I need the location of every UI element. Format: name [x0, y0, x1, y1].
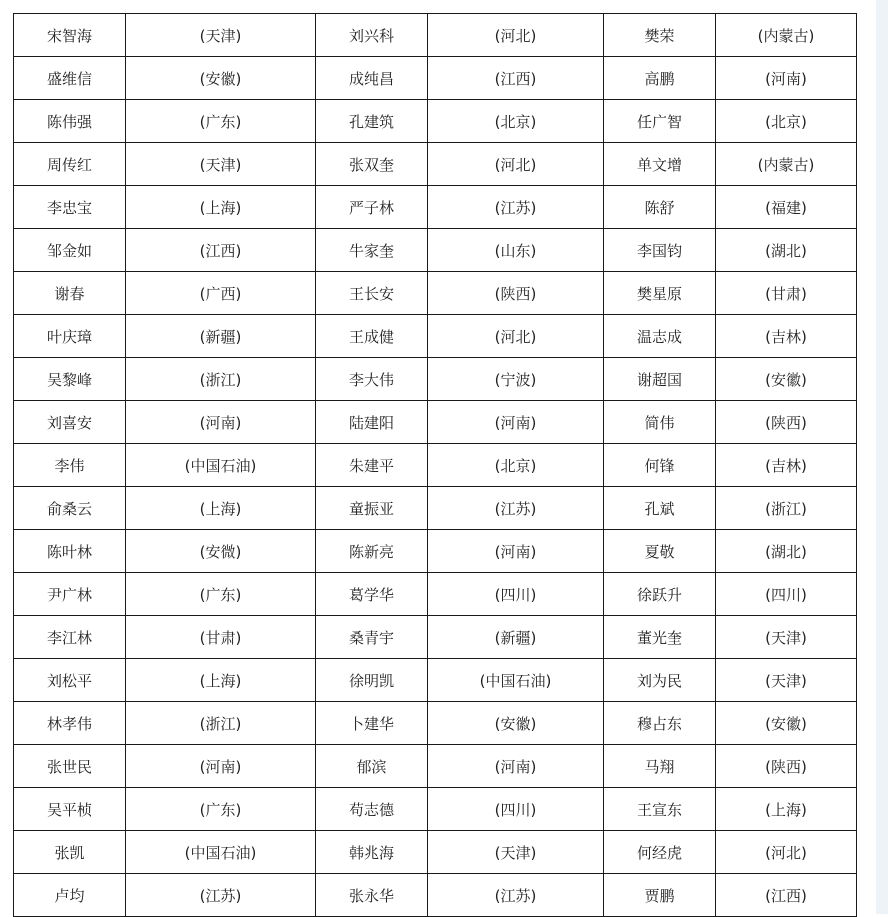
table-row	[14, 874, 857, 917]
region-cell: (上海)	[126, 186, 316, 229]
region-cell: (新疆)	[126, 315, 316, 358]
table-row	[14, 143, 857, 186]
region-cell: (中国石油)	[126, 831, 316, 874]
table-row	[14, 788, 857, 831]
name-cell: 何经虎	[604, 831, 716, 874]
region-cell: (甘肃)	[126, 616, 316, 659]
region-cell: (四川)	[716, 573, 857, 616]
table-row	[14, 57, 857, 100]
name-cell: 韩兆海	[316, 831, 428, 874]
name-cell: 何锋	[604, 444, 716, 487]
region-cell: (浙江)	[126, 358, 316, 401]
name-cell: 葛学华	[316, 573, 428, 616]
table-row	[14, 831, 857, 874]
name-cell: 卜建华	[316, 702, 428, 745]
region-cell: (江西)	[126, 229, 316, 272]
name-cell: 宋智海	[14, 14, 126, 57]
name-cell: 苟志德	[316, 788, 428, 831]
name-cell: 夏敬	[604, 530, 716, 573]
region-cell: (吉林)	[716, 315, 857, 358]
name-cell: 朱建平	[316, 444, 428, 487]
region-cell: (湖北)	[716, 229, 857, 272]
name-cell: 成纯昌	[316, 57, 428, 100]
name-cell: 盛维信	[14, 57, 126, 100]
name-cell: 吴平桢	[14, 788, 126, 831]
region-cell: (浙江)	[716, 487, 857, 530]
region-cell: (安徽)	[428, 702, 604, 745]
name-cell: 陈伟强	[14, 100, 126, 143]
name-cell: 孔建筑	[316, 100, 428, 143]
name-cell: 温志成	[604, 315, 716, 358]
region-cell: (山东)	[428, 229, 604, 272]
name-cell: 刘兴科	[316, 14, 428, 57]
name-cell: 刘松平	[14, 659, 126, 702]
region-cell: (河北)	[428, 315, 604, 358]
name-cell: 贾鹏	[604, 874, 716, 917]
table-row	[14, 745, 857, 788]
region-cell: (广东)	[126, 788, 316, 831]
region-cell: (福建)	[716, 186, 857, 229]
region-cell: (江苏)	[428, 186, 604, 229]
name-cell: 徐明凯	[316, 659, 428, 702]
name-cell: 尹广林	[14, 573, 126, 616]
region-cell: (北京)	[428, 100, 604, 143]
table-row	[14, 659, 857, 702]
roster-body	[14, 14, 857, 917]
region-cell: (安徽)	[126, 57, 316, 100]
name-cell: 樊星原	[604, 272, 716, 315]
name-cell: 张永华	[316, 874, 428, 917]
table-row	[14, 100, 857, 143]
region-cell: (四川)	[428, 788, 604, 831]
name-cell: 简伟	[604, 401, 716, 444]
region-cell: (河南)	[716, 57, 857, 100]
region-cell: (河南)	[126, 745, 316, 788]
region-cell: (河南)	[428, 530, 604, 573]
name-cell: 谢春	[14, 272, 126, 315]
name-cell: 李江林	[14, 616, 126, 659]
table-row	[14, 401, 857, 444]
right-edge-strip	[876, 0, 888, 914]
name-cell: 董光奎	[604, 616, 716, 659]
name-cell: 桑青宇	[316, 616, 428, 659]
region-cell: (北京)	[428, 444, 604, 487]
region-cell: (浙江)	[126, 702, 316, 745]
region-cell: (陕西)	[428, 272, 604, 315]
region-cell: (上海)	[126, 487, 316, 530]
region-cell: (安微)	[126, 530, 316, 573]
name-cell: 任广智	[604, 100, 716, 143]
name-cell: 张双奎	[316, 143, 428, 186]
region-cell: (河北)	[428, 14, 604, 57]
name-cell: 童振亚	[316, 487, 428, 530]
table-row	[14, 616, 857, 659]
name-cell: 俞桑云	[14, 487, 126, 530]
name-cell: 卢均	[14, 874, 126, 917]
name-cell: 张凯	[14, 831, 126, 874]
region-cell: (广西)	[126, 272, 316, 315]
region-cell: (安徽)	[716, 358, 857, 401]
region-cell: (河南)	[428, 401, 604, 444]
region-cell: (上海)	[126, 659, 316, 702]
name-cell: 陈新亮	[316, 530, 428, 573]
region-cell: (广东)	[126, 100, 316, 143]
region-cell: (北京)	[716, 100, 857, 143]
region-cell: (河北)	[716, 831, 857, 874]
region-cell: (河南)	[428, 745, 604, 788]
name-cell: 王长安	[316, 272, 428, 315]
name-cell: 孔斌	[604, 487, 716, 530]
region-cell: (江苏)	[428, 874, 604, 917]
name-cell: 叶庆璋	[14, 315, 126, 358]
region-cell: (天津)	[126, 143, 316, 186]
region-cell: (内蒙古)	[716, 14, 857, 57]
region-cell: (新疆)	[428, 616, 604, 659]
region-cell: (上海)	[716, 788, 857, 831]
name-cell: 王宣东	[604, 788, 716, 831]
name-cell: 陈叶林	[14, 530, 126, 573]
roster-table	[13, 13, 857, 917]
table-row	[14, 444, 857, 487]
name-cell: 郁滨	[316, 745, 428, 788]
region-cell: (吉林)	[716, 444, 857, 487]
name-cell: 牛家奎	[316, 229, 428, 272]
region-cell: (四川)	[428, 573, 604, 616]
region-cell: (陕西)	[716, 745, 857, 788]
region-cell: (河南)	[126, 401, 316, 444]
region-cell: (江苏)	[428, 487, 604, 530]
name-cell: 穆占东	[604, 702, 716, 745]
name-cell: 吴黎峰	[14, 358, 126, 401]
name-cell: 单文增	[604, 143, 716, 186]
region-cell: (陕西)	[716, 401, 857, 444]
name-cell: 刘喜安	[14, 401, 126, 444]
region-cell: (湖北)	[716, 530, 857, 573]
region-cell: (广东)	[126, 573, 316, 616]
table-row	[14, 229, 857, 272]
table-row	[14, 315, 857, 358]
region-cell: (宁波)	[428, 358, 604, 401]
region-cell: (天津)	[126, 14, 316, 57]
name-cell: 马翔	[604, 745, 716, 788]
table-row	[14, 186, 857, 229]
table-row	[14, 573, 857, 616]
name-cell: 周传红	[14, 143, 126, 186]
region-cell: (天津)	[716, 616, 857, 659]
table-row	[14, 702, 857, 745]
region-cell: (中国石油)	[126, 444, 316, 487]
region-cell: (天津)	[716, 659, 857, 702]
name-cell: 严子林	[316, 186, 428, 229]
table-row	[14, 272, 857, 315]
table-row	[14, 14, 857, 57]
region-cell: (江西)	[428, 57, 604, 100]
region-cell: (安徽)	[716, 702, 857, 745]
name-cell: 王成健	[316, 315, 428, 358]
name-cell: 张世民	[14, 745, 126, 788]
name-cell: 李伟	[14, 444, 126, 487]
region-cell: (河北)	[428, 143, 604, 186]
name-cell: 樊荣	[604, 14, 716, 57]
table-row	[14, 358, 857, 401]
name-cell: 李大伟	[316, 358, 428, 401]
name-cell: 邹金如	[14, 229, 126, 272]
name-cell: 李忠宝	[14, 186, 126, 229]
table-row	[14, 487, 857, 530]
name-cell: 刘为民	[604, 659, 716, 702]
region-cell: (内蒙古)	[716, 143, 857, 186]
name-cell: 徐跃升	[604, 573, 716, 616]
name-cell: 高鹏	[604, 57, 716, 100]
region-cell: (中国石油)	[428, 659, 604, 702]
region-cell: (江西)	[716, 874, 857, 917]
name-cell: 陆建阳	[316, 401, 428, 444]
name-cell: 李国钧	[604, 229, 716, 272]
table-row	[14, 530, 857, 573]
name-cell: 谢超国	[604, 358, 716, 401]
region-cell: (天津)	[428, 831, 604, 874]
region-cell: (甘肃)	[716, 272, 857, 315]
region-cell: (江苏)	[126, 874, 316, 917]
name-cell: 林孝伟	[14, 702, 126, 745]
name-cell: 陈舒	[604, 186, 716, 229]
